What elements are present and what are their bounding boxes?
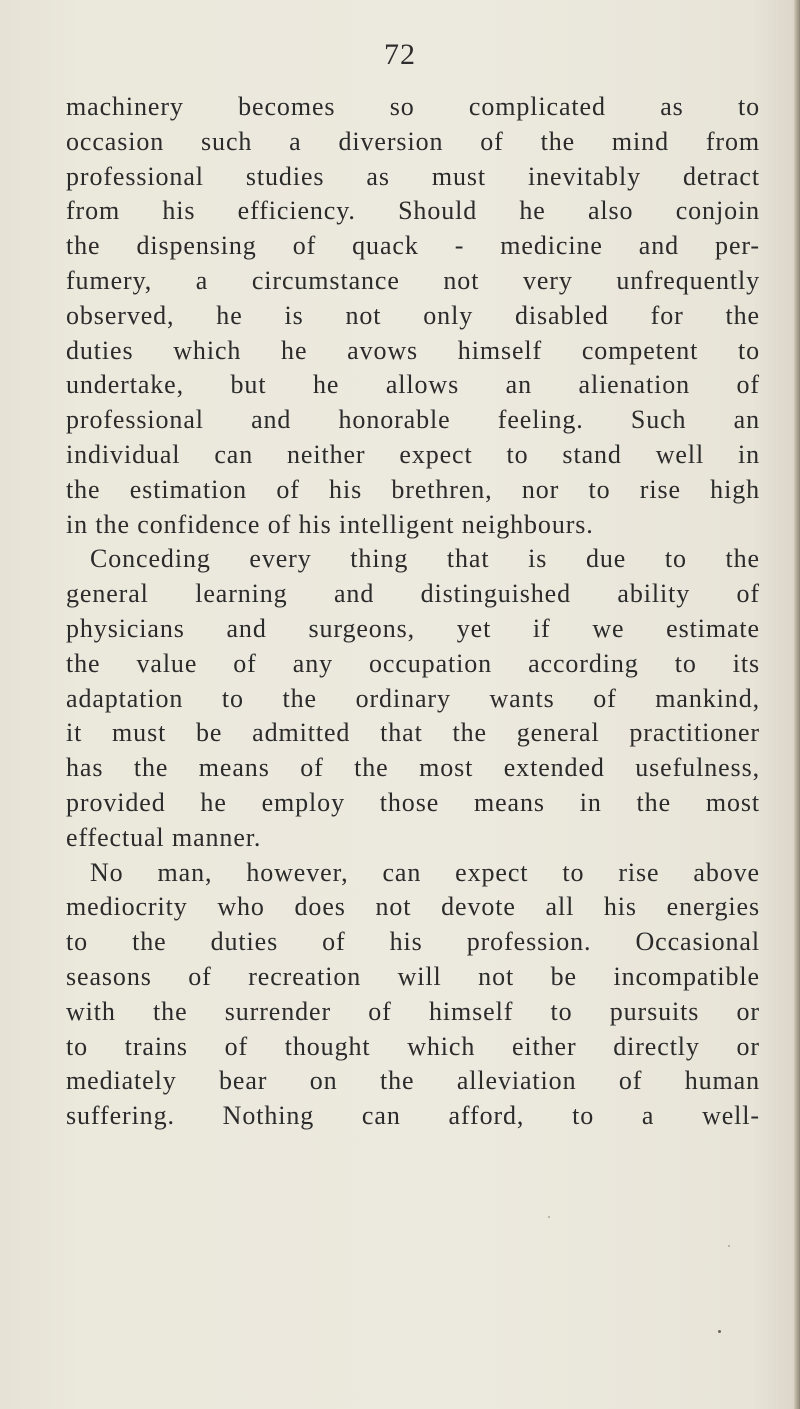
text-line: provided he employ those means in the most (66, 787, 760, 817)
text-line: adaptation to the ordinary wants of mankind, (66, 683, 760, 713)
text-line: suffering. Nothing can afford, to a well- (66, 1101, 760, 1131)
text-line: individual can neither expect to stand well in (66, 439, 760, 469)
text-line: has the means of the most extended usefulness, (66, 753, 760, 783)
text-line: seasons of recreation will not be incompatible (66, 961, 760, 991)
text-line: it must be admitted that the general practitioner (66, 718, 760, 748)
text-line: duties which he avows himself competent to (66, 335, 760, 365)
paragraph-start-line: Conceding every thing that is due to the (90, 544, 760, 574)
text-line: professional and honorable feeling. Such an (66, 405, 760, 435)
text-line: general learning and distinguished ability of (66, 579, 760, 609)
paper-speck (718, 1330, 721, 1333)
text-line: the value of any occupation according to its (66, 648, 760, 678)
text-line: professional studies as must inevitably detract (66, 161, 760, 191)
text-line: undertake, but he allows an alienation of (66, 370, 760, 400)
text-line: mediately bear on the alleviation of human (66, 1066, 760, 1096)
body-text (66, 90, 760, 1134)
text-line: the dispensing of quack - medicine and per- (66, 231, 760, 261)
text-line: observed, he is not only disabled for the (66, 300, 760, 330)
page-edge-shadow (794, 0, 800, 1409)
text-line: to the duties of his profession. Occasional (66, 927, 760, 957)
text-line: effectual manner. (66, 822, 262, 852)
text-line: physicians and surgeons, yet if we estimate (66, 613, 760, 643)
text-line: to trains of thought which either directly or (66, 1031, 760, 1061)
text-line: with the surrender of himself to pursuits or (66, 996, 760, 1026)
text-line: the estimation of his brethren, nor to rise high (66, 474, 760, 504)
text-line: occasion such a diversion of the mind from (66, 126, 760, 156)
text-line: mediocrity who does not devote all his energies (66, 892, 760, 922)
text-line: from his efficiency. Should he also conjoin (66, 196, 760, 226)
paper-speck (728, 1245, 730, 1247)
paper-speck (548, 1216, 550, 1218)
text-line: fumery, a circumstance not very unfrequently (66, 265, 760, 295)
text-line: machinery becomes so complicated as to (66, 92, 760, 121)
page-number: 72 (384, 38, 416, 71)
paragraph-start-line: No man, however, can expect to rise above (90, 857, 760, 887)
text-line: in the confidence of his intelligent neighbours. (66, 509, 594, 539)
